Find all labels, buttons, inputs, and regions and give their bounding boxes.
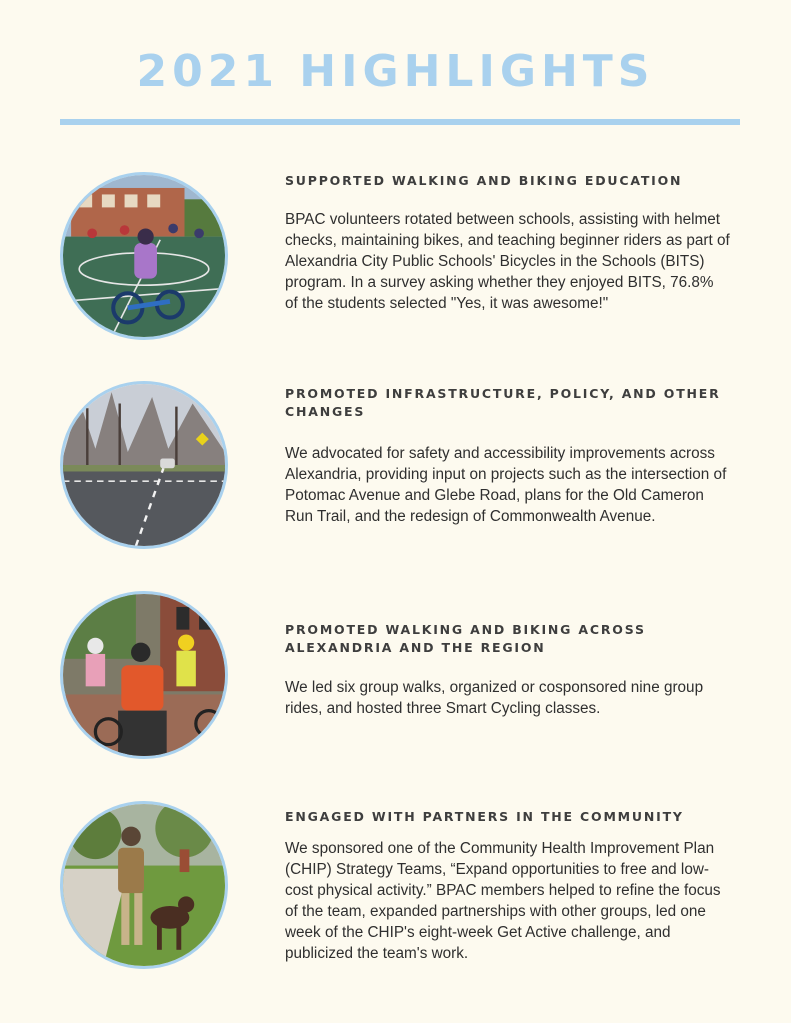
man-walking-dog-photo (60, 801, 228, 969)
tree-lined-road-with-bike-lane-photo (60, 381, 228, 549)
section-heading: PROMOTED INFRASTRUCTURE, POLICY, AND OTHER CHANGES (285, 386, 721, 419)
section-body: We led six group walks, organized or cosponsored nine group rides, and hosted three Smart Cycling classes. (285, 679, 704, 717)
section-heading: SUPPORTED WALKING AND BIKING EDUCATION (285, 173, 683, 188)
group-bike-ride-photo (60, 591, 228, 759)
section-body: BPAC volunteers rotated between schools, assisting with helmet checks, maintaining bikes, and teaching beginner riders as part of Alexandria City Public Schools' Bicycles in the Schools (BITS) program. In a survey asking whether they enjoyed BITS, 76.8% of the students selected "Yes, it was awesome!" (285, 211, 730, 312)
section-heading: PROMOTED WALKING AND BIKING ACROSS ALEXANDRIA AND THE REGION (285, 622, 646, 655)
title-divider (60, 119, 740, 125)
section-body: We sponsored one of the Community Health Improvement Plan (CHIP) Strategy Teams, “Expand opportunities to free and low-cost physical activity.” BPAC members helped to refine the focus of the team, expanded partnerships with other groups, led one week of the CHIP's eight-week Get Active challenge, and publicized the team's work. (285, 840, 721, 962)
section-heading: ENGAGED WITH PARTNERS IN THE COMMUNITY (285, 809, 684, 824)
page-title: 2021 HIGHLIGHTS (136, 46, 655, 97)
section-body: We advocated for safety and accessibility improvements across Alexandria, providing input on projects such as the intersection of Potomac Avenue and Glebe Road, plans for the Old Cameron Run Trail, and the redesign of Commonwealth Avenue. (285, 445, 727, 525)
kids-riding-bikes-on-schoolyard-photo (60, 172, 228, 340)
